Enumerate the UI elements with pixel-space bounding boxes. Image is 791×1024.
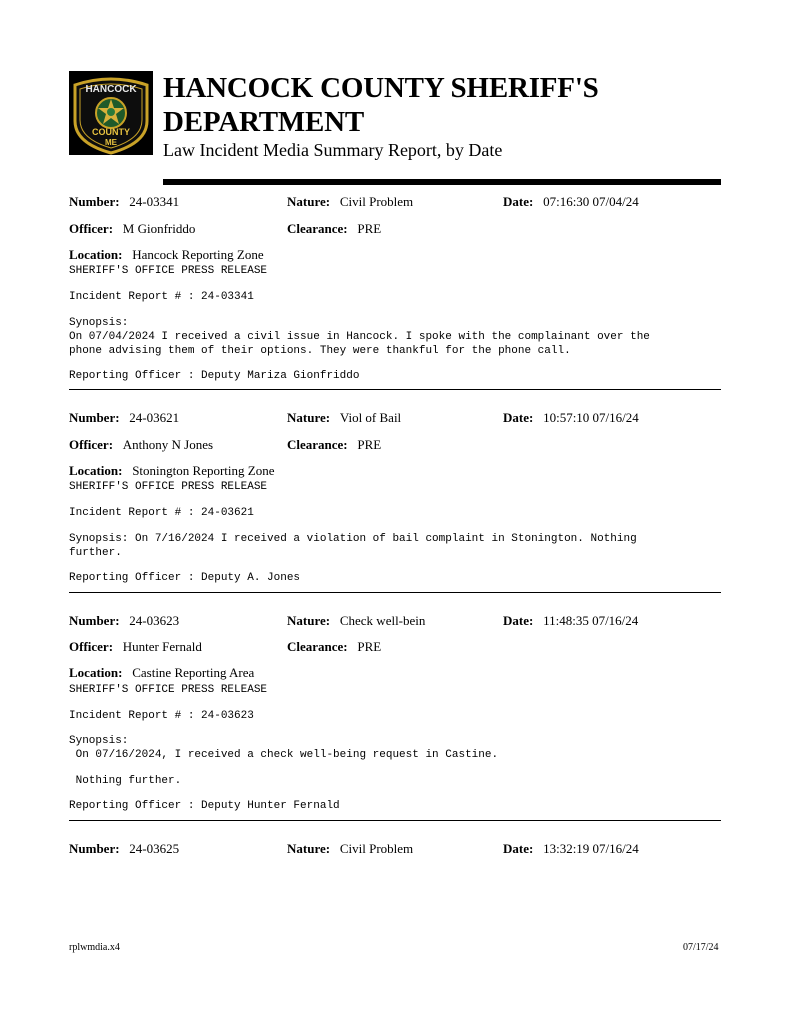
incident-number: 24-03625 xyxy=(129,841,180,856)
incident-location-row xyxy=(69,247,264,263)
record-divider xyxy=(69,592,721,593)
incident-clearance: PRE xyxy=(357,639,382,654)
officer-label: Officer: xyxy=(69,639,114,654)
logo-text-state: ME xyxy=(105,138,117,147)
incident-officer: Hunter Fernald xyxy=(122,639,202,654)
number-label: Number: xyxy=(69,194,120,209)
incident-nature: Viol of Bail xyxy=(339,410,402,425)
incident-nature: Check well-bein xyxy=(339,613,426,628)
incident-nature: Civil Problem xyxy=(339,841,414,856)
clearance-label: Clearance: xyxy=(287,437,348,452)
page-title-line2: DEPARTMENT xyxy=(163,106,365,138)
location-label: Location: xyxy=(69,463,123,478)
press-release-line: SHERIFF'S OFFICE PRESS RELEASE xyxy=(69,481,268,493)
incident-clearance: PRE xyxy=(357,221,382,236)
header-divider xyxy=(163,179,721,185)
incident-date: 10:57:10 07/16/24 xyxy=(543,410,639,425)
incident-report-line: Incident Report # : 24-03621 xyxy=(69,507,254,519)
officer-label: Officer: xyxy=(69,221,114,236)
reporting-officer-line: Reporting Officer : Deputy Mariza Gionfriddo xyxy=(69,370,360,382)
record-divider xyxy=(69,389,721,390)
nature-label: Nature: xyxy=(287,841,331,856)
incident-officer: Anthony N Jones xyxy=(122,437,214,452)
incident-number: 24-03623 xyxy=(129,613,180,628)
logo-text-top: HANCOCK xyxy=(85,84,137,95)
location-label: Location: xyxy=(69,247,123,262)
incident-date: 07:16:30 07/04/24 xyxy=(543,194,639,209)
incident-location-row xyxy=(69,665,254,681)
incident-date: 13:32:19 07/16/24 xyxy=(543,841,639,856)
sheriff-badge-logo xyxy=(69,71,153,155)
date-label: Date: xyxy=(503,613,534,628)
nature-label: Nature: xyxy=(287,410,331,425)
incident-location: Stonington Reporting Zone xyxy=(132,463,275,478)
footer-print-date: 07/17/24 xyxy=(683,942,719,953)
incident-date: 11:48:35 07/16/24 xyxy=(543,613,639,628)
incident-number: 24-03621 xyxy=(129,410,180,425)
date-label: Date: xyxy=(503,841,534,856)
incident-nature: Civil Problem xyxy=(339,194,414,209)
reporting-officer-line: Reporting Officer : Deputy Hunter Fernald xyxy=(69,800,340,812)
footer-report-code: rplwmdia.x4 xyxy=(69,942,120,953)
synopsis-line: On 07/16/2024, I received a check well-being request in Castine. xyxy=(69,749,499,761)
synopsis-line: further. xyxy=(69,547,122,559)
clearance-label: Clearance: xyxy=(287,221,348,236)
synopsis-line: On 07/04/2024 I received a civil issue in Hancock. I spoke with the complainant over the xyxy=(69,331,650,343)
incident-location: Castine Reporting Area xyxy=(132,665,255,680)
number-label: Number: xyxy=(69,613,120,628)
nature-label: Nature: xyxy=(287,194,331,209)
synopsis-line: phone advising them of their options. They were thankful for the phone call. xyxy=(69,345,571,357)
incident-location: Hancock Reporting Zone xyxy=(132,247,264,262)
incident-report-line: Incident Report # : 24-03623 xyxy=(69,710,254,722)
synopsis-line: Synopsis: On 7/16/2024 I received a violation of bail complaint in Stonington. Nothing xyxy=(69,533,637,545)
press-release-line: SHERIFF'S OFFICE PRESS RELEASE xyxy=(69,265,268,277)
press-release-line: SHERIFF'S OFFICE PRESS RELEASE xyxy=(69,684,268,696)
number-label: Number: xyxy=(69,841,120,856)
officer-label: Officer: xyxy=(69,437,114,452)
record-divider xyxy=(69,820,721,821)
report-subtitle: Law Incident Media Summary Report, by Date xyxy=(163,140,503,160)
synopsis-line: Nothing further. xyxy=(69,775,182,787)
reporting-officer-line: Reporting Officer : Deputy A. Jones xyxy=(69,572,301,584)
synopsis-line: Synopsis: xyxy=(69,317,129,329)
incident-officer: M Gionfriddo xyxy=(122,221,196,236)
nature-label: Nature: xyxy=(287,613,331,628)
page-title-line1: HANCOCK COUNTY SHERIFF'S xyxy=(163,72,599,104)
incident-clearance: PRE xyxy=(357,437,382,452)
location-label: Location: xyxy=(69,665,123,680)
number-label: Number: xyxy=(69,410,120,425)
clearance-label: Clearance: xyxy=(287,639,348,654)
incident-location-row xyxy=(69,463,274,479)
date-label: Date: xyxy=(503,410,534,425)
logo-text-bottom: COUNTY xyxy=(92,127,130,137)
date-label: Date: xyxy=(503,194,534,209)
incident-report-line: Incident Report # : 24-03341 xyxy=(69,291,254,303)
incident-number: 24-03341 xyxy=(129,194,180,209)
synopsis-line: Synopsis: xyxy=(69,735,129,747)
